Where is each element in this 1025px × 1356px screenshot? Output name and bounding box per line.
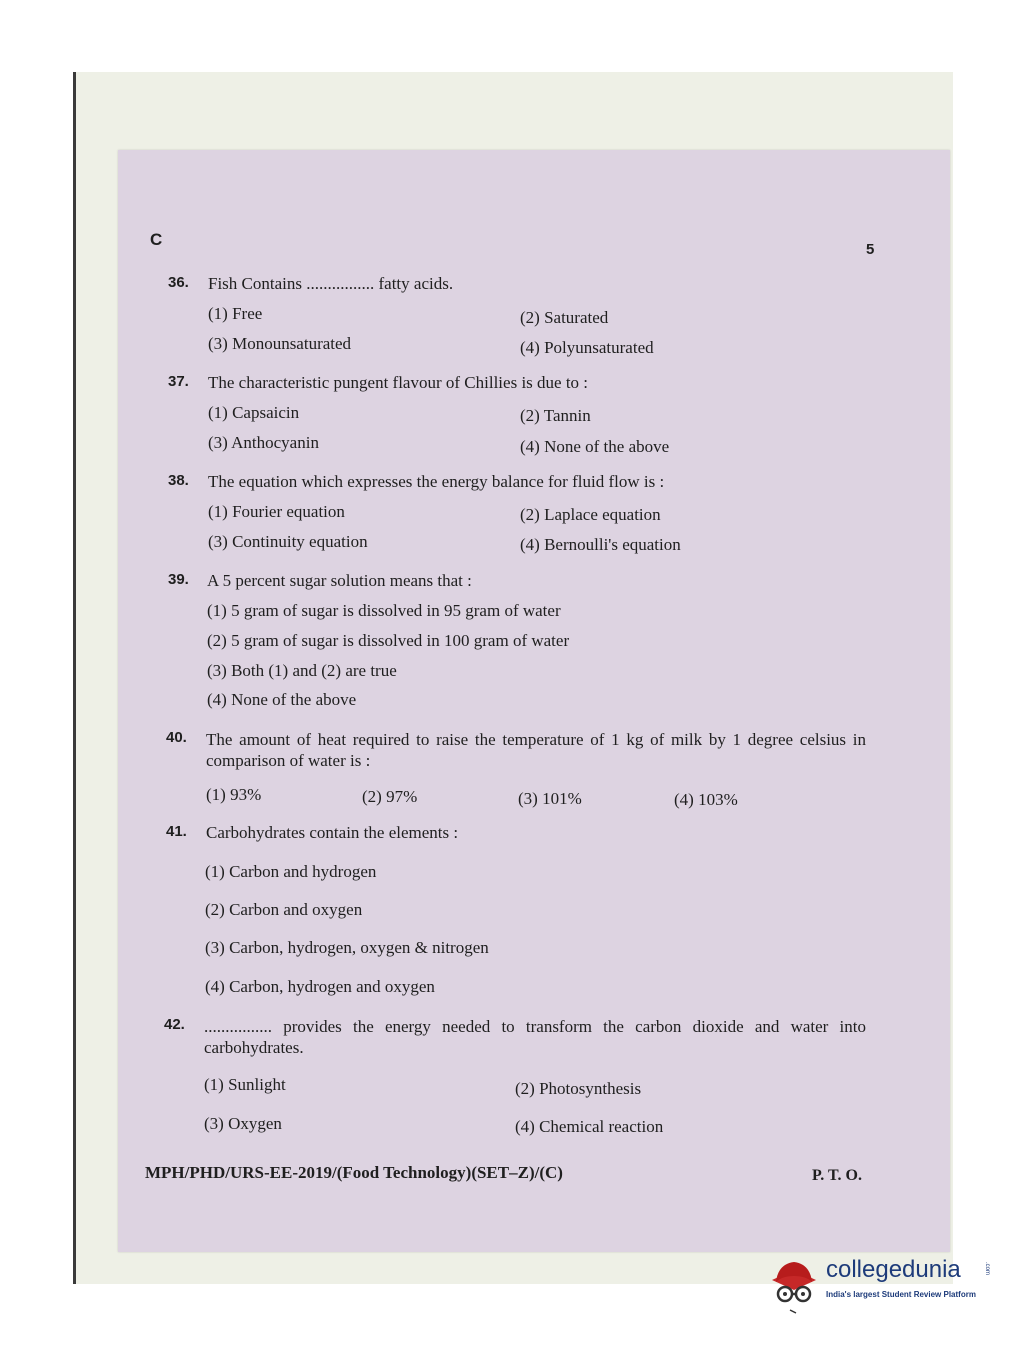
exam-code: MPH/PHD/URS-EE-2019/(Food Technology)(SET–Z)/(C) [145,1163,563,1182]
question-number: 37. [168,373,189,390]
question-text: Carbohydrates contain the elements : [206,823,459,842]
option: (1) Carbon and hydrogen [205,862,377,881]
question-number: 40. [166,729,187,746]
question-text: The equation which expresses the energy balance for fluid flow is : [208,472,665,491]
option: (1) 93% [206,785,262,804]
option: (4) None of the above [520,437,670,456]
option: (2) 5 gram of sugar is dissolved in 100 gram of water [207,631,570,650]
option: (2) Laplace equation [520,505,661,524]
option: (4) Carbon, hydrogen and oxygen [205,977,435,996]
mascot-icon [766,1250,822,1318]
option: (3) Continuity equation [208,532,368,551]
option: (2) Tannin [520,406,591,425]
option: (4) Chemical reaction [515,1117,664,1136]
option: (2) 97% [362,787,418,806]
option: (1) 5 gram of sugar is dissolved in 95 gram of water [207,601,561,620]
option: (2) Photosynthesis [515,1079,642,1098]
collegedunia-logo [766,1250,996,1320]
option: (4) 103% [674,790,738,809]
option: (1) Sunlight [204,1075,286,1094]
option: (4) Bernoulli's equation [520,535,681,554]
brand-suffix: .com [984,1262,990,1276]
option: (1) Capsaicin [208,403,300,422]
pto-label: P. T. O. [812,1167,862,1184]
question-number: 39. [168,571,189,588]
option: (4) None of the above [207,690,357,709]
brand-tagline: India's largest Student Review Platform [826,1290,976,1299]
page-number: 5 [866,241,875,258]
question-text: Fish Contains ................ fatty acids. [208,274,454,293]
option: (3) Carbon, hydrogen, oxygen & nitrogen [205,938,489,957]
option: (4) Polyunsaturated [520,338,654,357]
question-number: 36. [168,274,189,291]
option: (3) Anthocyanin [208,433,319,452]
option: (3) Both (1) and (2) are true [207,661,397,680]
option: (3) Oxygen [204,1114,282,1133]
question-text: The amount of heat required to raise the temperature of 1 kg of milk by 1 degree celsius in comparison of water is : [206,730,866,770]
set-letter: C [150,230,163,249]
option: (1) Free [208,304,263,323]
question-text: The characteristic pungent flavour of Chillies is due to : [208,373,589,392]
option: (2) Saturated [520,308,609,327]
option: (1) Fourier equation [208,502,345,521]
question-text: ................ provides the energy needed to transform the carbon dioxide and water into carbohydrates. [204,1017,866,1057]
option: (2) Carbon and oxygen [205,900,363,919]
option: (3) Monounsaturated [208,334,352,353]
brand-name: collegedunia [826,1256,961,1283]
question-number: 42. [164,1016,185,1033]
question-number: 38. [168,472,189,489]
option: (3) 101% [518,789,582,808]
question-text: A 5 percent sugar solution means that : [207,571,472,590]
question-number: 41. [166,823,187,840]
